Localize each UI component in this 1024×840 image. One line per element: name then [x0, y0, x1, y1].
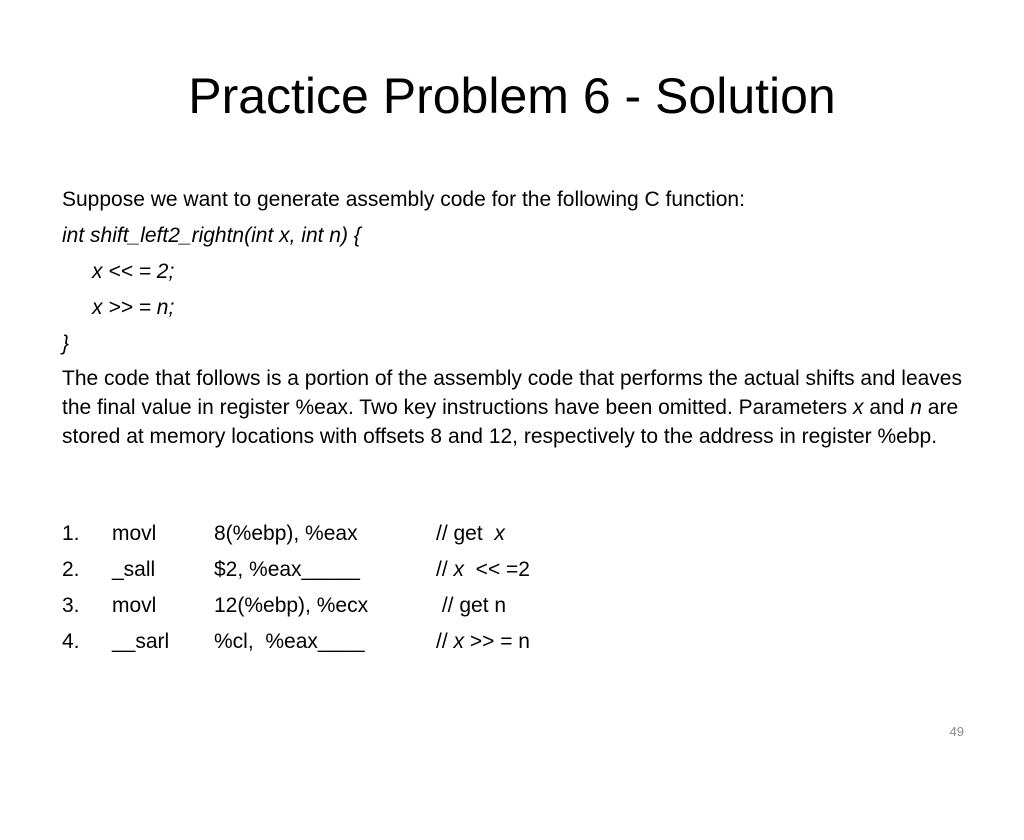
instruction-opcode: __sarl	[112, 630, 170, 653]
code-line-2: x >> = n;	[92, 296, 175, 319]
description-n-var: n	[910, 396, 922, 419]
instruction-number: 1.	[62, 522, 80, 545]
instruction-comment	[436, 552, 530, 588]
assembly-instruction-list	[62, 516, 962, 660]
instruction-comment	[436, 516, 505, 552]
comment-suffix: << =2	[464, 558, 530, 581]
instruction-operands: %cl, %eax____	[214, 630, 365, 653]
instruction-row	[62, 516, 962, 552]
instruction-operands: 8(%ebp), %eax	[214, 522, 358, 545]
instruction-comment	[436, 624, 530, 660]
instruction-opcode: _sall	[112, 558, 156, 581]
comment-prefix: // get n	[436, 594, 507, 617]
intro-text: Suppose we want to generate assembly code for the following C function:	[62, 188, 745, 211]
instruction-operands: 12(%ebp), %ecx	[214, 594, 369, 617]
comment-var: x	[494, 522, 505, 545]
page-number: 49	[949, 724, 964, 739]
instruction-opcode: movl	[112, 594, 157, 617]
comment-prefix: //	[436, 630, 454, 653]
instruction-row	[62, 624, 962, 660]
instruction-comment	[436, 588, 506, 624]
description-and: and	[863, 396, 911, 419]
instruction-number: 4.	[62, 630, 80, 653]
slide-body	[62, 182, 982, 451]
comment-prefix: //	[436, 558, 454, 581]
code-line-1: x << = 2;	[92, 260, 175, 283]
comment-prefix: // get	[436, 522, 495, 545]
description-part-1: The code that follows is a portion of the assembly code that performs the actual shifts and leaves the final value in register %eax. Two key instructions have been omitted. Parameters	[62, 367, 962, 419]
comment-suffix: >> = n	[464, 630, 530, 653]
description-paragraph	[62, 364, 982, 451]
comment-var: x	[453, 558, 465, 581]
instruction-operands: $2, %eax_____	[214, 558, 360, 581]
instruction-row	[62, 552, 962, 588]
instruction-number: 3.	[62, 594, 80, 617]
comment-var: x	[453, 630, 465, 653]
instruction-number: 2.	[62, 558, 80, 581]
description-part-2: are stored at memory locations with offsets 8 and 12, respectively to the address in register %ebp.	[62, 396, 959, 448]
description-x-var: x	[853, 396, 864, 419]
instruction-row	[62, 588, 962, 624]
slide-title: Practice Problem 6 - Solution	[188, 68, 836, 124]
code-close-brace: }	[62, 332, 70, 355]
code-signature: int shift_left2_rightn(int x, int n) {	[62, 224, 361, 247]
instruction-opcode: movl	[112, 522, 157, 545]
